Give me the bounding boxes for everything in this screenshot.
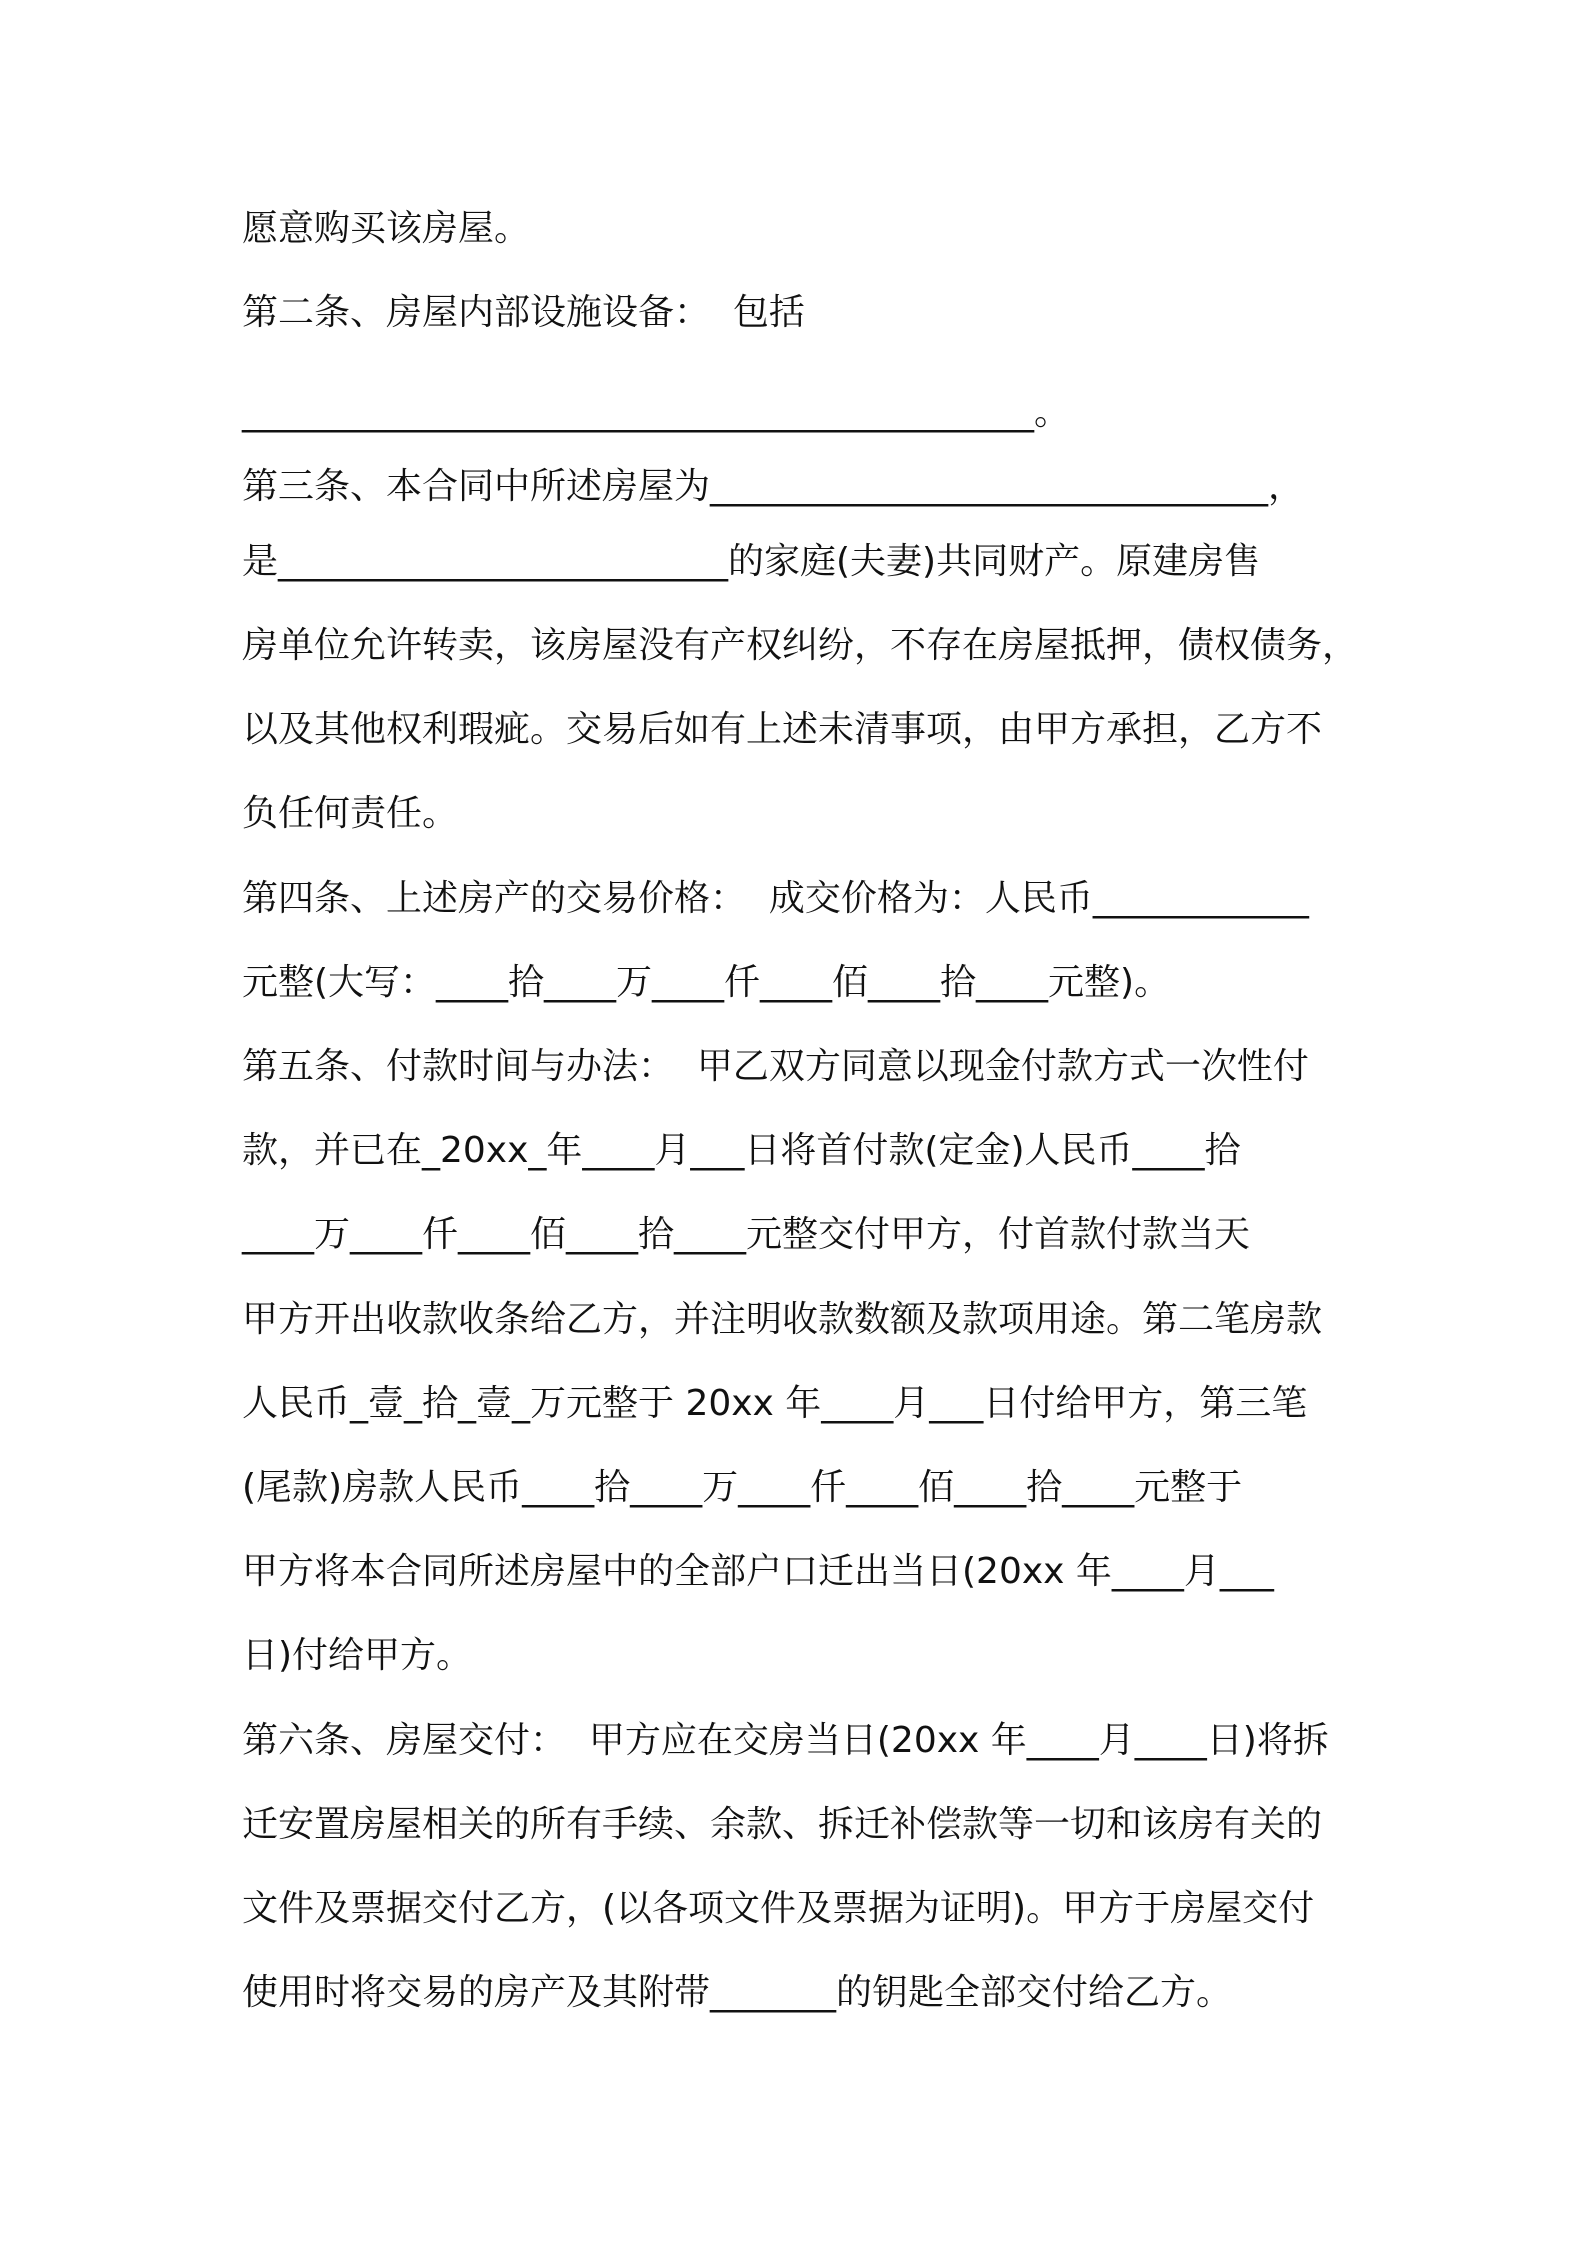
text-line: ____________________________________________。	[242, 392, 1070, 433]
text-line: 人民币_壹_拾_壹_万元整于 20xx 年____月___日付给甲方，第三笔	[242, 1383, 1308, 1424]
text-line: 迁安置房屋相关的所有手续、余款、拆迁补偿款等一切和该房有关的	[242, 1804, 1323, 1845]
text-line: 元整(大写：____拾____万____仟____佰____拾____元整)。	[242, 962, 1171, 1003]
text-line: 款，并已在_20xx_年____月___日将首付款(定金)人民币____拾	[242, 1130, 1241, 1171]
text-line: 负任何责任。	[242, 793, 459, 834]
text-line: 愿意购买该房屋。	[242, 208, 531, 249]
text-line: 房单位允许转卖，该房屋没有产权纠纷，不存在房屋抵押，债权债务，	[242, 625, 1359, 666]
text-line: 是_________________________的家庭(夫妻)共同财产。原建房售	[242, 541, 1261, 582]
text-line: 甲方将本合同所述房屋中的全部户口迁出当日(20xx 年____月___	[242, 1551, 1274, 1592]
text-line: 日)付给甲方。	[242, 1635, 473, 1676]
clause-4-heading: 第四条、上述房产的交易价格： 成交价格为：人民币____________	[242, 878, 1309, 919]
text-line: (尾款)房款人民币____拾____万____仟____佰____拾____元整于	[242, 1467, 1243, 1508]
text-line: 以及其他权利瑕疵。交易后如有上述未清事项，由甲方承担，乙方不	[242, 709, 1323, 750]
clause-2-heading: 第二条、房屋内部设施设备： 包括	[242, 292, 805, 333]
text-line: 使用时将交易的房产及其附带_______的钥匙全部交付给乙方。	[242, 1972, 1233, 2013]
clause-6-heading: 第六条、房屋交付： 甲方应在交房当日(20xx 年____月____日)将拆	[242, 1720, 1329, 1761]
text-line: 文件及票据交付乙方，(以各项文件及票据为证明)。甲方于房屋交付	[242, 1888, 1315, 1929]
clause-3-heading: 第三条、本合同中所述房屋为_______________________________，	[242, 466, 1305, 507]
text-line: ____万____仟____佰____拾____元整交付甲方，付首款付款当天	[242, 1214, 1251, 1255]
text-line: 甲方开出收款收条给乙方，并注明收款数额及款项用途。第二笔房款	[242, 1299, 1323, 1340]
clause-5-heading: 第五条、付款时间与办法： 甲乙双方同意以现金付款方式一次性付	[242, 1046, 1309, 1087]
